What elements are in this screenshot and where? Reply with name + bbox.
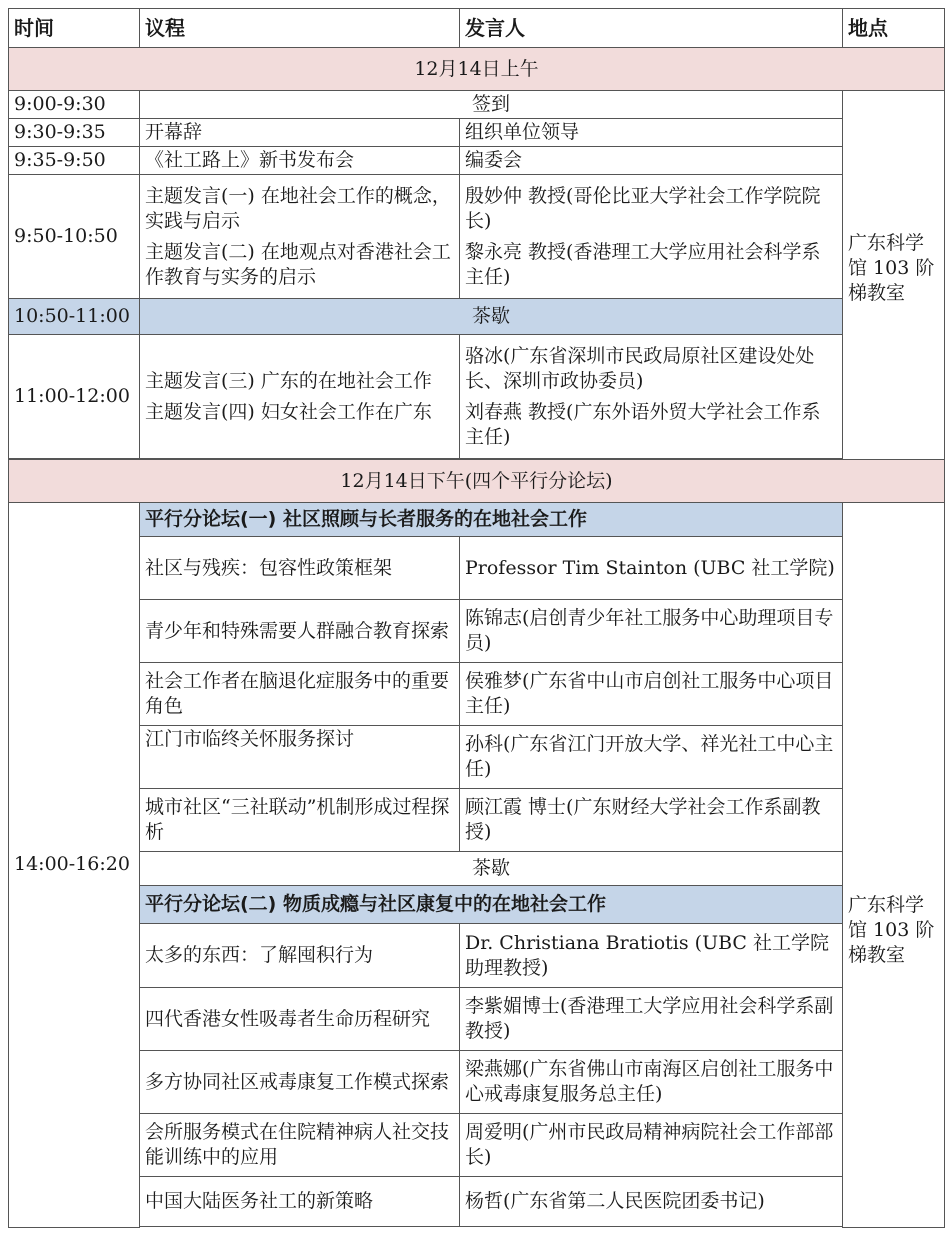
agenda-cell: 青少年和特殊需要人群融合教育探索 xyxy=(140,600,460,663)
agenda-cell: 四代香港女性吸毒者生命历程研究 xyxy=(140,988,460,1051)
table-row xyxy=(9,91,945,119)
table-row xyxy=(9,924,945,988)
agenda-cell: 江门市临终关怀服务探讨 xyxy=(140,726,460,789)
speaker-item: 殷妙仲 教授(哥伦比亚大学社会工作学院院长) xyxy=(465,184,821,232)
forum1-title-row xyxy=(9,503,945,537)
checkin-cell: 签到 xyxy=(140,91,843,119)
break-row xyxy=(9,299,945,335)
afternoon-time: 14:00-16:20 xyxy=(9,503,140,1228)
speaker-cell: 杨哲(广东省第二人民医院团委书记) xyxy=(460,1177,843,1227)
afternoon-title-row xyxy=(9,460,945,503)
time-cell: 9:30-9:35 xyxy=(9,119,140,147)
agenda-item: 主题发言(三) 广东的在地社会工作 xyxy=(145,369,432,392)
table-row xyxy=(9,1177,945,1227)
time-cell: 9:35-9:50 xyxy=(9,147,140,175)
speaker-cell: Professor Tim Stainton (UBC 社工学院) xyxy=(460,537,843,600)
agenda-cell: 太多的东西：了解囤积行为 xyxy=(140,924,460,988)
break-time: 10:50-11:00 xyxy=(9,299,140,335)
agenda-cell xyxy=(140,335,460,459)
morning-location-text: 广东科学馆 103 阶梯教室 xyxy=(848,232,935,304)
table-row xyxy=(9,789,945,852)
table-row xyxy=(9,663,945,726)
header-speaker: 发言人 xyxy=(460,9,843,48)
header-place: 地点 xyxy=(843,9,945,48)
speaker-cell: 孙科(广东省江门开放大学、祥光社工中心主任) xyxy=(460,726,843,789)
agenda-cell: 《社工路上》新书发布会 xyxy=(140,147,460,175)
table-row xyxy=(9,726,945,789)
table-row xyxy=(9,537,945,600)
header-row xyxy=(9,9,945,48)
afternoon-location-text: 广东科学馆 103 阶梯教室 xyxy=(848,894,935,966)
speaker-cell: Dr. Christiana Bratiotis (UBC 社工学院助理教授) xyxy=(460,924,843,988)
speaker-cell: 李紫媚博士(香港理工大学应用社会科学系副教授) xyxy=(460,988,843,1051)
afternoon-break-row xyxy=(9,852,945,886)
header-agenda: 议程 xyxy=(140,9,460,48)
break-label: 茶歇 xyxy=(140,299,843,335)
speaker-cell: 组织单位领导 xyxy=(460,119,843,147)
speaker-cell: 陈锦志(启创青少年社工服务中心助理项目专员) xyxy=(460,600,843,663)
speaker-item: 黎永亮 教授(香港理工大学应用社会科学系主任) xyxy=(465,240,821,288)
agenda-item: 主题发言(四) 妇女社会工作在广东 xyxy=(145,400,432,423)
speaker-cell: 编委会 xyxy=(460,147,843,175)
speaker-cell xyxy=(460,335,843,459)
speaker-cell xyxy=(460,175,843,299)
table-row xyxy=(9,335,945,459)
speaker-cell: 顾江霞 博士(广东财经大学社会工作系副教授) xyxy=(460,789,843,852)
agenda-table xyxy=(8,8,945,1228)
break-label: 茶歇 xyxy=(140,852,843,886)
agenda-item: 主题发言(二) 在地观点对香港社会工作教育与实务的启示 xyxy=(145,240,451,288)
agenda-item: 主题发言(一) 在地社会工作的概念，实践与启示 xyxy=(145,184,451,232)
morning-location xyxy=(843,91,945,460)
forum2-title: 平行分论坛(二) 物质成瘾与社区康复中的在地社会工作 xyxy=(140,886,843,924)
speaker-item: 刘春燕 教授(广东外语外贸大学社会工作系主任) xyxy=(465,400,821,448)
time-cell: 9:00-9:30 xyxy=(9,91,140,119)
agenda-cell: 多方协同社区戒毒康复工作模式探索 xyxy=(140,1051,460,1114)
speaker-cell: 侯雅梦(广东省中山市启创社工服务中心项目主任) xyxy=(460,663,843,726)
agenda-cell: 中国大陆医务社工的新策略 xyxy=(140,1177,460,1227)
table-row xyxy=(9,119,945,147)
table-row xyxy=(9,988,945,1051)
table-row xyxy=(9,1051,945,1114)
agenda-cell: 会所服务模式在住院精神病人社交技能训练中的应用 xyxy=(140,1114,460,1177)
morning-title-row xyxy=(9,48,945,91)
table-row xyxy=(9,600,945,663)
forum1-title: 平行分论坛(一) 社区照顾与长者服务的在地社会工作 xyxy=(140,503,843,537)
forum2-title-row xyxy=(9,886,945,924)
agenda-cell xyxy=(140,175,460,299)
afternoon-title: 12月14日下午(四个平行分论坛) xyxy=(9,460,945,503)
time-cell: 11:00-12:00 xyxy=(9,335,140,459)
table-row xyxy=(9,175,945,299)
agenda-cell: 社会工作者在脑退化症服务中的重要角色 xyxy=(140,663,460,726)
header-time: 时间 xyxy=(9,9,140,48)
agenda-cell: 开幕辞 xyxy=(140,119,460,147)
morning-title: 12月14日上午 xyxy=(9,48,945,91)
agenda-cell: 社区与残疾：包容性政策框架 xyxy=(140,537,460,600)
agenda-cell: 城市社区“三社联动”机制形成过程探析 xyxy=(140,789,460,852)
afternoon-location xyxy=(843,503,945,1228)
speaker-cell: 梁燕娜(广东省佛山市南海区启创社工服务中心戒毒康复服务总主任) xyxy=(460,1051,843,1114)
speaker-cell: 周爱明(广州市民政局精神病院社会工作部部长) xyxy=(460,1114,843,1177)
table-row xyxy=(9,1114,945,1177)
speaker-item: 骆冰(广东省深圳市民政局原社区建设处处长、深圳市政协委员) xyxy=(465,344,815,392)
time-cell: 9:50-10:50 xyxy=(9,175,140,299)
table-row xyxy=(9,147,945,175)
